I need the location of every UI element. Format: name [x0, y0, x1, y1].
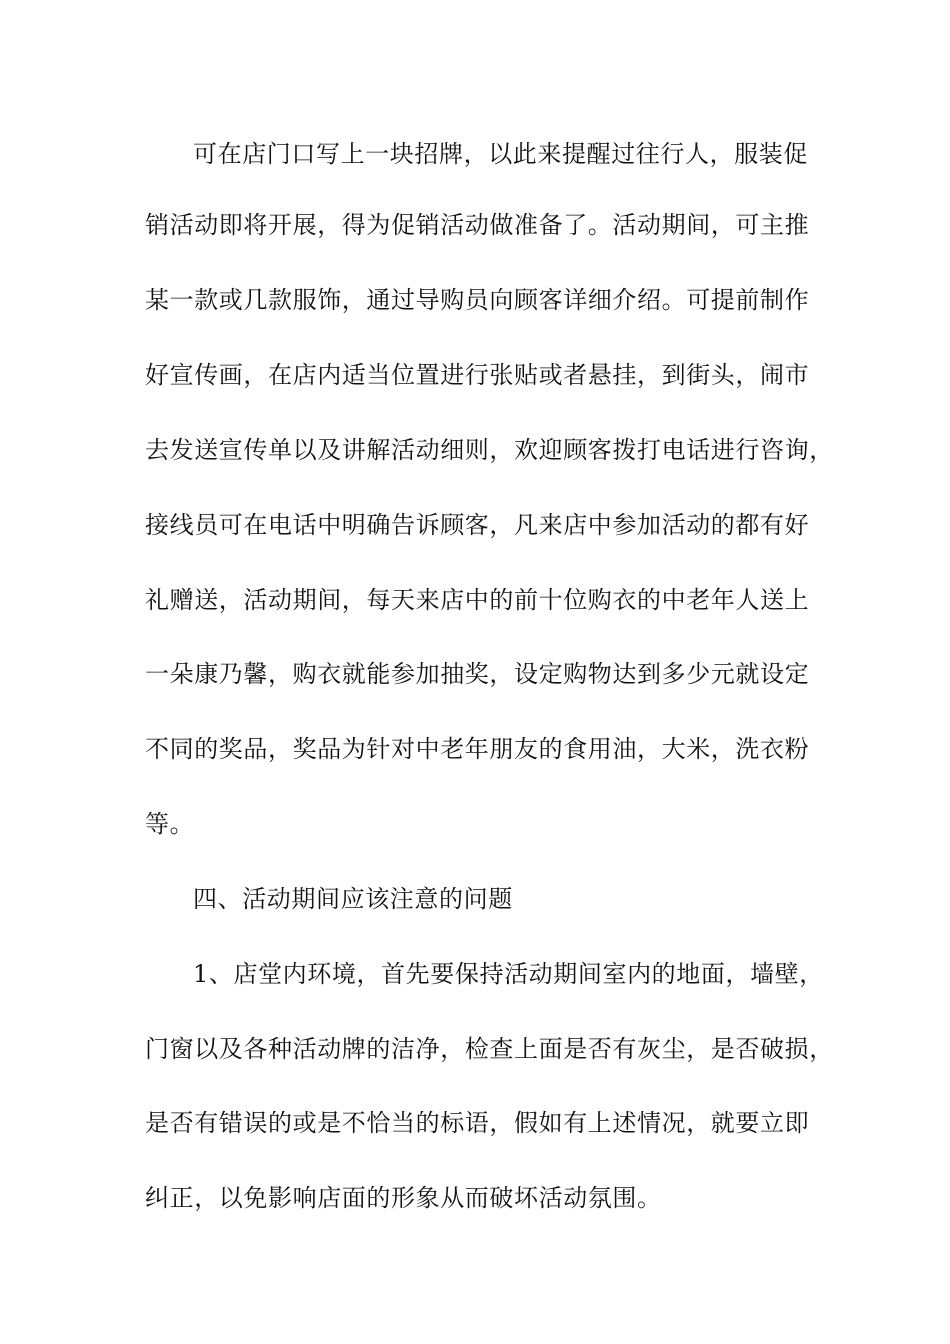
- section-heading: 四、活动期间应该注意的问题: [193, 885, 513, 913]
- paragraph-line: 1、店堂内环境，首先要保持活动期间室内的地面，墙壁，: [193, 960, 824, 988]
- paragraph-line: 门窗以及各种活动牌的洁净，检查上面是否有灰尘，是否破损，: [145, 1035, 834, 1063]
- paragraph-line: 是否有错误的或是不恰当的标语，假如有上述情况，就要立即: [145, 1109, 810, 1137]
- paragraph-line: 等。: [145, 810, 195, 838]
- paragraph-line: 纠正，以免影响店面的形象从而破坏活动氛围。: [145, 1184, 662, 1212]
- paragraph-line: 某一款或几款服饰，通过导购员向顾客详细介绍。可提前制作: [145, 286, 810, 314]
- paragraph-line: 去发送宣传单以及讲解活动细则，欢迎顾客拨打电话进行咨询，: [145, 436, 834, 464]
- paragraph-line: 好宣传画，在店内适当位置进行张贴或者悬挂，到街头，闹市: [145, 361, 810, 389]
- paragraph-line: 不同的奖品，奖品为针对中老年朋友的食用油，大米，洗衣粉: [145, 735, 810, 763]
- paragraph-line: 接线员可在电话中明确告诉顾客，凡来店中参加活动的都有好: [145, 511, 810, 539]
- paragraph-line: 销活动即将开展，得为促销活动做准备了。活动期间，可主推: [145, 211, 810, 239]
- paragraph-line: 一朵康乃馨，购衣就能参加抽奖，设定购物达到多少元就设定: [145, 660, 810, 688]
- paragraph-line: 可在店门口写上一块招牌，以此来提醒过往行人，服装促: [193, 140, 808, 168]
- paragraph-line: 礼赠送，活动期间，每天来店中的前十位购衣的中老年人送上: [145, 586, 810, 614]
